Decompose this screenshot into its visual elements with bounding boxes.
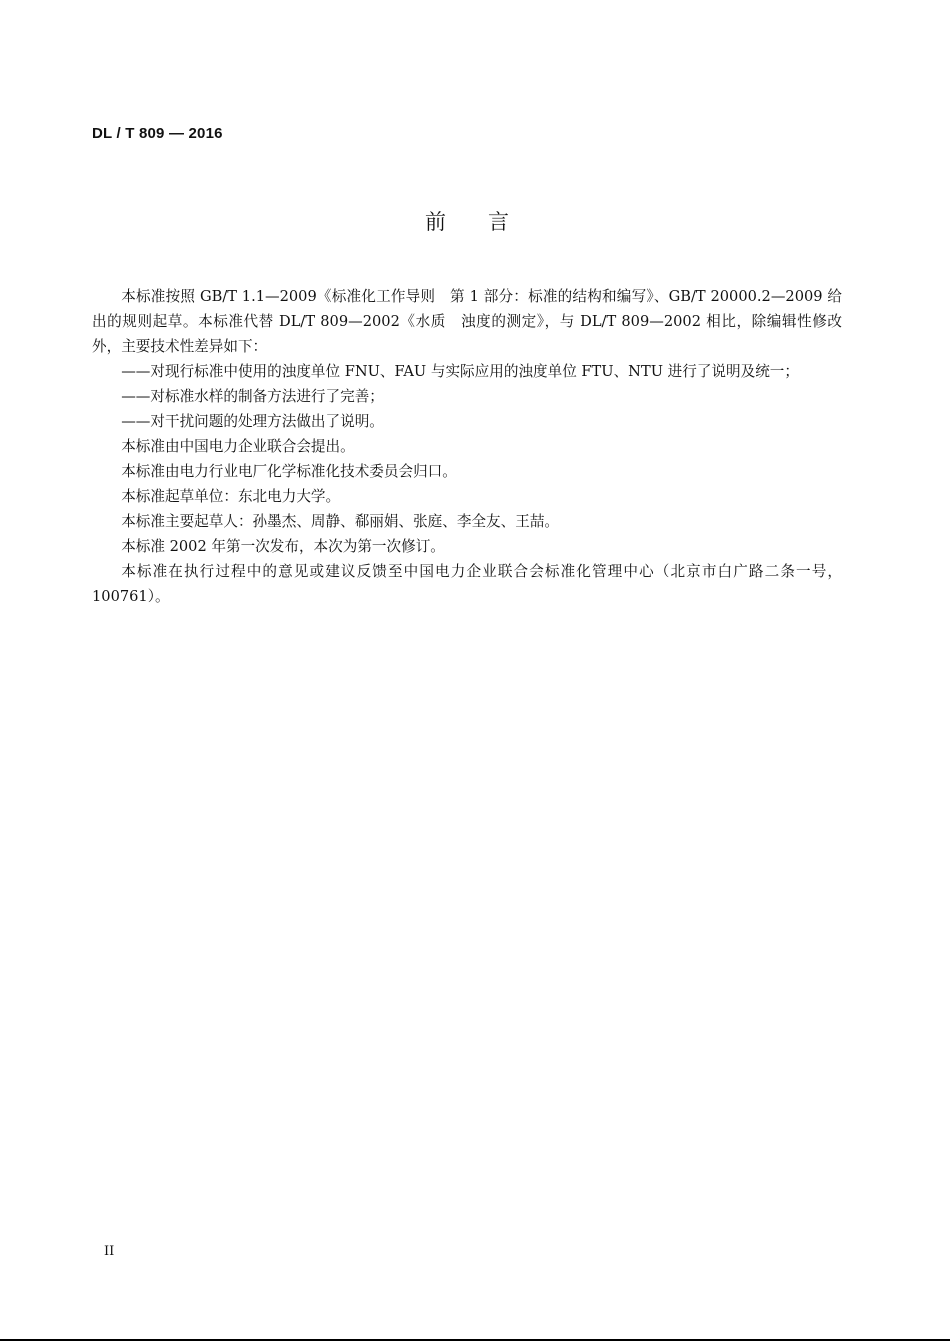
- bottom-rule: [0, 1339, 950, 1341]
- paragraph-committee: 本标准由电力行业电厂化学标准化技术委员会归口。: [121, 463, 457, 480]
- paragraph-release-history: 本标准 2002 年第一次发布，本次为第一次修订。: [121, 538, 445, 555]
- document-body: [92, 284, 842, 609]
- paragraph-change-units: ——对现行标准中使用的浊度单位 FNU、FAU 与实际应用的浊度单位 FTU、NTU 进行了说明及统一；: [121, 363, 799, 380]
- standard-code: DL / T 809 — 2016: [92, 125, 223, 142]
- paragraph-proposer: 本标准由中国电力企业联合会提出。: [121, 438, 355, 455]
- page-title: 前 言: [425, 210, 509, 234]
- paragraph-drafting-rules: 本标准按照 GB/T 1.1—2009《标准化工作导则 第 1 部分：标准的结构和编写》、GB/T 20000.2—2009 给出的规则起草。本标准代替 DL/T 809—2002《水质 浊度的测定》，与 DL/T 809—2002 相比，除编辑性修改外，主要技术性差异如下：: [92, 288, 842, 355]
- paragraph-drafting-unit: 本标准起草单位：东北电力大学。: [121, 488, 341, 505]
- paragraph-drafters: 本标准主要起草人：孙墨杰、周静、郗丽娟、张庭、李全友、王喆。: [121, 513, 560, 530]
- paragraph-change-interference: ——对干扰问题的处理方法做出了说明。: [121, 413, 384, 430]
- page-number: II: [104, 1244, 115, 1259]
- paragraph-change-samples: ——对标准水样的制备方法进行了完善；: [121, 388, 384, 405]
- paragraph-feedback: 本标准在执行过程中的意见或建议反馈至中国电力企业联合会标准化管理中心（北京市白广路二条一号，100761）。: [92, 563, 842, 605]
